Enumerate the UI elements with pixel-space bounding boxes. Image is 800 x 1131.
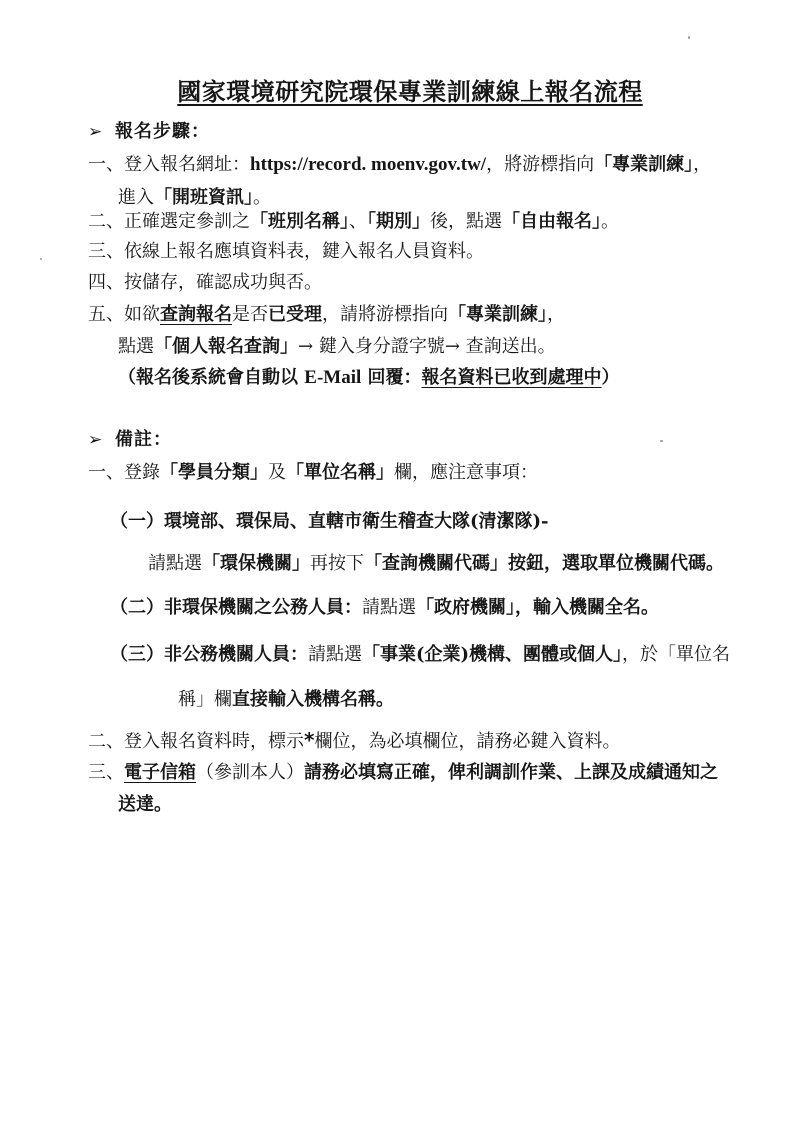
arrow-bullet-icon: ➢ — [88, 430, 103, 450]
step-keyword: 「專業訓練」 — [594, 154, 694, 175]
note-keyword: 「查詢機關代碼」 — [364, 553, 508, 574]
scan-speck — [40, 258, 42, 260]
note-1-sub-3-continued-line — [178, 688, 394, 712]
note-text: 欄位，為必填欄位，請務必鍵入資料。 — [314, 731, 621, 752]
note-1-sub-3-line — [110, 643, 730, 667]
steps-heading — [88, 120, 210, 144]
note-1-sub-1-detail-line — [148, 552, 724, 576]
note-keyword-underlined: 電子信箱 — [124, 762, 196, 783]
note-text: 送達。 — [118, 794, 172, 815]
step-keyword: 「自由報名」 — [502, 211, 601, 232]
step-text: 後，點選 — [430, 211, 502, 232]
step-1-line — [88, 153, 711, 177]
step-keyword: 「班別名稱」 — [250, 211, 349, 232]
page-title — [20, 76, 800, 108]
step-2-line — [88, 210, 619, 234]
page-title-text: 國家環境研究院環保專業訓練線上報名流程 — [177, 77, 643, 106]
note-text: 欄，應注意事項： — [394, 462, 538, 483]
step-text: 鍵入身分證字號 — [313, 336, 445, 357]
step-text: 是否 — [232, 304, 268, 325]
arrow-bullet-icon: ➢ — [88, 122, 103, 142]
step-keyword-underlined: 查詢報名 — [160, 304, 232, 325]
scan-speck — [660, 440, 663, 442]
step-number: 二、 — [88, 211, 124, 232]
step-text: ， — [693, 154, 712, 175]
step-keyword: 「專業訓練」 — [448, 304, 547, 325]
note-2-line — [88, 728, 620, 754]
note-number: 一、 — [88, 462, 124, 483]
step-5-line — [88, 303, 565, 327]
sub-number: （三） — [110, 644, 164, 665]
note-keyword: 「單位名稱」 — [286, 462, 394, 483]
note-text: 直接輸入機構名稱。 — [232, 689, 394, 710]
note-text: 登錄 — [124, 462, 160, 483]
step-number: 一、 — [88, 154, 124, 175]
notes-heading-text: 備註： — [115, 429, 172, 450]
step-text: 如欲 — [124, 304, 160, 325]
step-keyword: 「期別」 — [367, 211, 430, 232]
note-3-line — [88, 761, 718, 785]
note-keyword: 「政府機關」 — [416, 597, 515, 618]
note-1-sub-2-line — [110, 596, 659, 620]
step-note-underlined: 報名資料已收到處理中 — [421, 367, 602, 388]
note-3-continued-line — [118, 793, 172, 817]
step-keyword: 「開班資訊」 — [154, 187, 253, 208]
arrow-right-icon: → — [444, 336, 460, 357]
note-text: ，輸入機關全名。 — [515, 597, 659, 618]
note-text: 再按下 — [310, 553, 364, 574]
step-4-line — [88, 271, 322, 295]
note-1-sub-1-line — [110, 510, 549, 534]
note-text: 及 — [268, 462, 286, 483]
note-text: ，於「單位名 — [622, 644, 731, 665]
step-note-email: E-Mail — [304, 367, 362, 388]
step-number: 四、 — [88, 272, 124, 293]
note-text: 請務必填寫正確，俾利調訓作業、上課及成績通知之 — [304, 762, 718, 783]
note-number: 三、 — [88, 762, 124, 783]
step-text: 。 — [601, 211, 619, 232]
step-text: 按儲存，確認成功與否。 — [124, 272, 322, 293]
note-number: 二、 — [88, 731, 124, 752]
step-text: 進入 — [118, 187, 154, 208]
step-5-continued-line — [118, 335, 556, 359]
step-text: 依線上報名應填資料表，鍵入報名人員資料。 — [124, 241, 484, 262]
note-keyword: 「環保機關」 — [202, 553, 310, 574]
note-keyword: 「學員分類」 — [160, 462, 268, 483]
note-text: 請點選 — [148, 553, 202, 574]
note-text: 稱」欄 — [178, 689, 232, 710]
note-text: （參訓本人） — [196, 762, 304, 783]
steps-heading-text: 報名步驟： — [115, 121, 210, 142]
note-text: 環境部、環保局、直轄市衛生稽查大隊(清潔隊)- — [164, 511, 549, 532]
step-5-note-line — [118, 366, 620, 390]
step-note-text: 回覆： — [361, 367, 422, 388]
step-3-line — [88, 240, 484, 264]
step-number: 三、 — [88, 241, 124, 262]
step-text: 點選 — [118, 336, 154, 357]
step-text: ，將游標指向 — [486, 154, 595, 175]
step-text: ， — [547, 304, 565, 325]
step-note-text: ） — [601, 367, 620, 388]
notes-heading — [88, 428, 172, 452]
step-text: 、 — [349, 211, 367, 232]
note-keyword: 「事業(企業)機構、團體或個人」 — [362, 644, 623, 665]
registration-url: https://record. moenv.gov.tw/ — [250, 154, 487, 175]
note-text: 請點選 — [362, 597, 416, 618]
scan-speck — [688, 36, 690, 39]
note-text: 登入報名資料時，標示 — [124, 731, 304, 752]
step-text: 正確選定參訓之 — [124, 211, 250, 232]
step-text: ，請將游標指向 — [322, 304, 448, 325]
step-text: 。 — [253, 187, 271, 208]
step-1-continued-line — [118, 186, 271, 210]
note-text: 非環保機關之公務人員： — [164, 597, 362, 618]
sub-number: （二） — [110, 597, 164, 618]
note-text: 請點選 — [308, 644, 362, 665]
step-number: 五、 — [88, 304, 124, 325]
required-asterisk-icon: * — [304, 728, 315, 752]
arrow-right-icon: → — [298, 336, 314, 357]
step-text: 登入報名網址： — [124, 154, 250, 175]
step-note-text: （報名後系統會自動以 — [118, 367, 305, 388]
step-keyword: 「個人報名查詢」 — [154, 336, 298, 357]
sub-number: （一） — [110, 511, 164, 532]
step-keyword: 已受理 — [268, 304, 322, 325]
note-text: 非公務機關人員： — [164, 644, 308, 665]
step-text: 查詢送出。 — [459, 336, 556, 357]
note-1-line — [88, 461, 538, 485]
note-text: 按鈕，選取單位機關代碼。 — [508, 553, 724, 574]
